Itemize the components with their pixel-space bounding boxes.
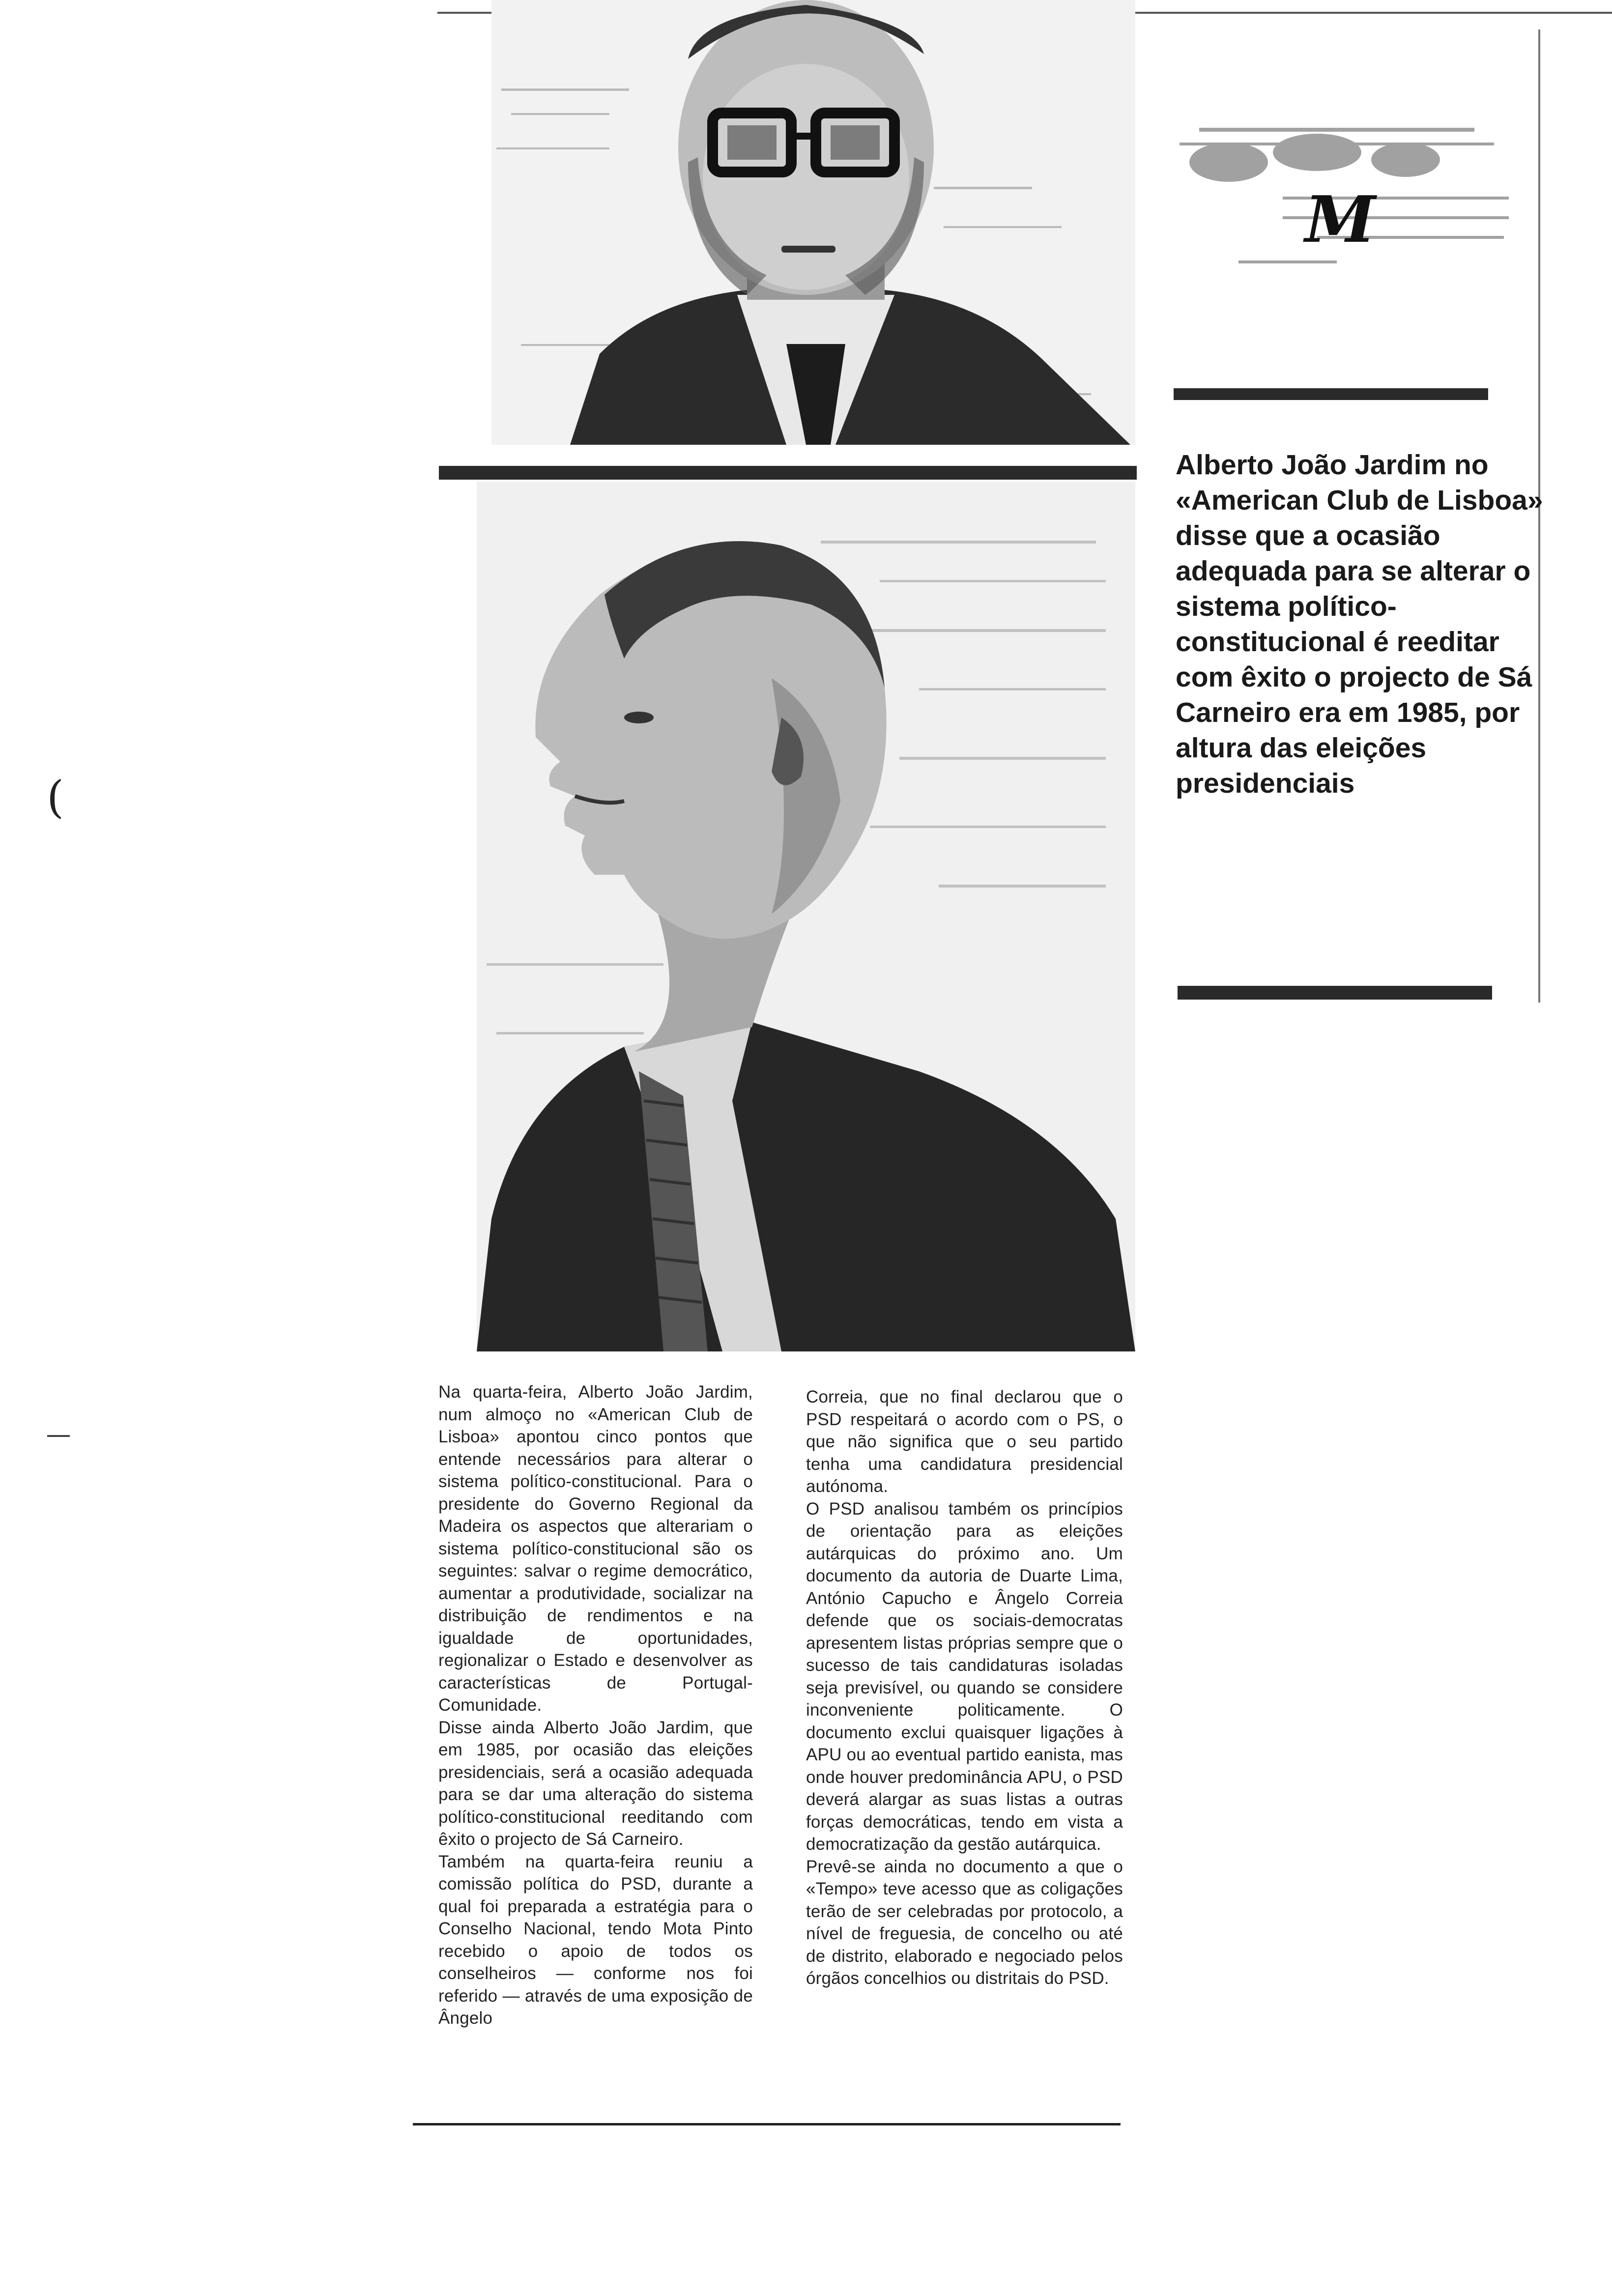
article-paragraph: Prevê-se ainda no documento a que o «Tempo» teve acesso que as coligações terão de ser celebradas por protocolo, a nível de freguesia, de concelho ou até de distrito, elaborado e negociado pelos órgãos concelhios ou distritais do PSD. — [806, 1857, 1123, 1988]
top-portrait-photo — [491, 0, 1135, 445]
photo-caption: Alberto João Jardim no «American Club de Lisboa» disse que a ocasião adequada para se alterar o sistema político-constitucional é reeditar com êxito o projecto de Sá Carneiro era em 1985, por altura das eleições presidenciais — [1176, 449, 1543, 799]
article-paragraph: Também na quarta-feira reuniu a comissão política do PSD, durante a qual foi preparada a estratégia para o Conselho Nacional, tendo Mota Pinto recebido o apoio de todos os conselheiros — conforme nos foi referido — através de uma exposição de Ângelo — [438, 1852, 753, 2028]
photo-divider-bar — [439, 466, 1137, 480]
article-column-1 — [438, 1381, 753, 2030]
margin-dash — [47, 1435, 70, 1437]
profile-portrait-photo — [477, 482, 1135, 1351]
article-paragraph: O PSD analisou também os princípios de orientação para as eleições autárquicas do próximo ano. Um documento da autoria de Duarte Lima, António Capucho e Ângelo Correia defende que os sociais-democratas apresentem listas próprias sempre que o sucesso de tais candidaturas isoladas seja previsível, ou quando se considere inconveniente politicamente. O documento exclui quaisquer ligações à APU ou ao eventual partido eanista, mas onde houver predominância APU, o PSD deverá alargar as suas listas a outras forças democráticas, tendo em vista a democratização da gestão autárquica. — [806, 1499, 1123, 1854]
article-column-2 — [806, 1386, 1123, 1990]
caption-bottom-bar — [1178, 986, 1492, 1000]
article-paragraph: Correia, que no final declarou que o PSD respeitará o acordo com o PS, o que não significa que o seu partido tenha uma candidatura presidencial autónoma. — [806, 1387, 1123, 1496]
margin-mark: ( — [47, 772, 64, 823]
masthead-initials: M — [1305, 182, 1376, 257]
article-paragraph: Disse ainda Alberto João Jardim, que em 1985, por ocasião das eleições presidenciais, será a ocasião adequada para se dar uma alteração do sistema político-constitucional reeditando com êxito o projecto de Sá Carneiro. — [438, 1718, 753, 1849]
masthead-logo-area — [1170, 113, 1528, 310]
bottom-rule — [413, 2123, 1121, 2125]
caption-top-bar — [1174, 388, 1488, 400]
article-paragraph: Na quarta-feira, Alberto João Jardim, num almoço no «American Club de Lisboa» apontou cinco pontos que entende necessários para alterar o sistema político-constitucional. Para o presidente do Governo Regional da Madeira os aspectos que alterariam o sistema político-constitucional são os seguintes: salvar o regime democrático, aumentar a produtividade, socializar na distribuição de rendimentos e na igualdade de oportunidades, regionalizar o Estado e desenvolver as características de Portugal-Comunidade. — [438, 1382, 753, 1715]
